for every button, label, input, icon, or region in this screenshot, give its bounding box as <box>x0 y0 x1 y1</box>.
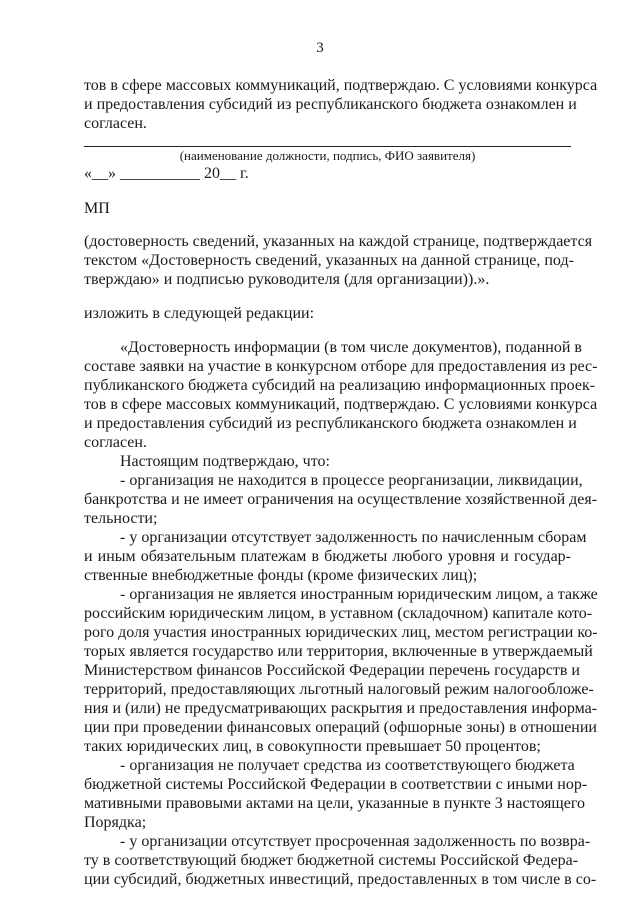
stamp-place-label: МП <box>84 200 110 217</box>
body-line: торых является государство или территория, включенные в утверждаемый <box>84 643 593 660</box>
body-line: ственные внебюджетные фонды (кроме физических лиц); <box>84 567 478 584</box>
body-line: рого доля участия иностранных юридических лиц, местом регистрации ко- <box>84 624 598 641</box>
body-line: тов в сфере массовых коммуникаций, подтверждаю. С условиями конкурса <box>84 396 598 413</box>
body-line: и предоставления субсидий из республиканского бюджета ознакомлен и <box>84 415 577 432</box>
body-line: - организация не находится в процессе реорганизации, ликвидации, <box>120 472 583 489</box>
body-line: тельности; <box>84 510 158 527</box>
body-line: территорий, предоставляющих льготный налоговый режим налогообложе- <box>84 681 594 698</box>
body-line: и иным обязательным платежам в бюджеты любого уровня и государ- <box>84 548 571 565</box>
signature-line <box>84 146 571 147</box>
body-line: бюджетной системы Российской Федерации в соответствии с иными нор- <box>84 776 588 793</box>
body-line: - у организации отсутствует просроченная задолженность по возвра- <box>120 833 591 850</box>
body-line: «Достоверность информации (в том числе документов), поданной в <box>120 339 582 356</box>
text-line: согласен. <box>84 115 147 132</box>
body-line: - организация не получает средства из соответствующего бюджета <box>120 757 575 774</box>
note-line: текстом «Достоверность сведений, указанных на данной странице, под- <box>84 252 574 269</box>
instruction-text: изложить в следующей редакции: <box>84 305 315 322</box>
body-line: ту в соответствующий бюджет бюджетной системы Российской Федера- <box>84 852 579 869</box>
body-line: ции при проведении финансовых операций (офшорные зоны) в отношении <box>84 719 597 736</box>
date-line: «__» __________ 20__ г. <box>84 165 249 182</box>
body-line: составе заявки на участие в конкурсном отборе для предоставления из рес- <box>84 358 598 375</box>
body-line: Настоящим подтверждаю, что: <box>120 453 330 470</box>
signature-caption: (наименование должности, подпись, ФИО заявителя) <box>179 148 476 163</box>
text-line: тов в сфере массовых коммуникаций, подтверждаю. С условиями конкурса <box>84 77 598 94</box>
note-line: тверждаю» и подписью руководителя (для организации)).». <box>84 271 490 288</box>
body-line: российским юридическим лицом, в уставном (складочном) капитале кото- <box>84 605 593 622</box>
body-line: ции субсидий, бюджетных инвестиций, предоставленных в том числе в со- <box>84 871 597 888</box>
body-line: Министерством финансов Российской Федерации перечень государств и <box>84 662 580 679</box>
body-line: таких юридических лиц, в совокупности превышает 50 процентов; <box>84 738 541 755</box>
body-line: - у организации отсутствует задолженность по начисленным сборам <box>120 529 587 546</box>
body-line: ния и (или) не предусматривающих раскрытия и предоставления информа- <box>84 700 598 717</box>
body-line: Порядка; <box>84 814 147 831</box>
body-line: мативными правовыми актами на цели, указанные в пункте 3 настоящего <box>84 795 585 812</box>
note-line: (достоверность сведений, указанных на каждой странице, подтверждается <box>84 233 593 250</box>
page-number: 3 <box>316 40 324 56</box>
body-line: согласен. <box>84 434 147 451</box>
body-line: - организация не является иностранным юридическим лицом, а также <box>120 586 598 603</box>
body-line: банкротства и не имеет ограничения на осуществление хозяйственной дея- <box>84 491 598 508</box>
body-line: публиканского бюджета субсидий на реализацию информационных проек- <box>84 377 596 394</box>
text-line: и предоставления субсидий из республиканского бюджета ознакомлен и <box>84 96 577 113</box>
